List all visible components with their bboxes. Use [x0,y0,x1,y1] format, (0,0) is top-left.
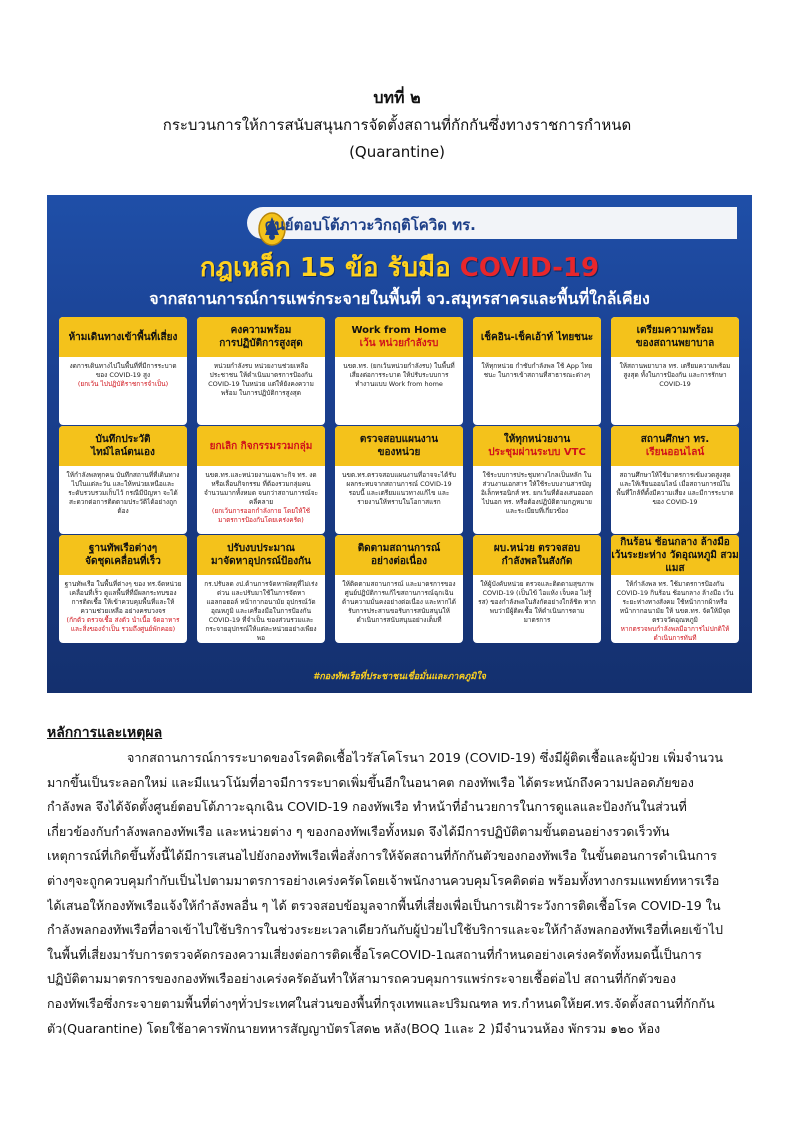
paragraph-line: ตัว(Quarantine) โดยใช้อาคารพักนายทหารสัญญาบัตรโสด๒ หลัง(BOQ 1และ 2 )มีจำนวนห้อง พักรวม ๑๒๐ ห้อง [47,1020,661,1036]
rule-card-title-line: Work from Home [351,325,447,336]
paragraph-line: กำลังพล จึงได้จัดตั้งศูนย์ตอบโต้ภาวะฉุกเฉิน COVID-19 กองทัพเรือ ทำหน้าที่อำนวยการในการดูแลและป้องกันในส่วนที่ [47,799,687,815]
rule-card-text: ให้ผู้บังคับหน่วย ตรวจและติดตามสุขภาพ COVID-19 (เป็นไข้ ไอแห้ง เจ็บคอ ไม่รู้รส) ของกำลังพลในสังกัดอย่างใกล้ชิด หากพบว่ามีผู้ติดเชื้อ ให้ดำเนินการตามมาตรการ [478,580,596,624]
chapter-subtitle: (Quarantine) [349,143,445,161]
rule-card-title-line: การปฏิบัติการสูงสุด [219,338,303,349]
rule-card [473,317,601,425]
rule-card [611,317,739,425]
poster-subtitle: จากสถานการณ์การแพร่กระจายในพื้นที่ จว.สมุทรสาครและพื้นที่ใกล้เคียง [149,289,650,308]
rule-card-body [478,362,596,380]
rule-card [197,535,325,643]
rule-card-title-line: ของหน่วย [377,447,421,458]
section-paragraph [47,746,752,1041]
rule-card [59,317,187,425]
rule-card-text: ฐานทัพเรือ ในพื้นที่ต่างๆ ของ ทร.จัดหน่วยเคลื่อนที่เร็ว ดูแลพื้นที่ที่มีผลกระทบของการติดเชื้อ ให้เข้าควบคุมพื้นที่และให้ความช่วยเหลือ อย่างครบวงจร [64,580,182,615]
rule-card-title-line: บันทึกประวัติ [95,434,151,445]
rule-card-title [197,535,325,575]
rule-card-title-line: เตรียมความพร้อม [636,325,714,336]
rule-card-title [59,535,187,575]
rule-card-title [197,426,325,466]
rule-card-text: ให้กำลังพลทุกคน บันทึกสถานที่ที่เดินทางไปในแต่ละวัน และให้หน่วยเหนือและระดับรวบรวมเก็บไว้ กรณีมีปัญหา จะได้สะดวกต่อการติดตามประวัติได้อย่างถูกต้อง [66,471,180,515]
paragraph-line: กองทัพเรือซึ่งกระจายตามพื้นที่ต่างๆทั่วประเทศในส่วนของพื้นที่กรุงเทพและปริมณฑล ทร.กำหนดให้ยศ.ทร.จัดตั้งสถานที่กักกัน [47,995,715,1011]
rule-card-title-line: ตรวจสอบแผนงาน [359,434,439,445]
rule-card-body [340,362,458,389]
rule-card-title [59,426,187,466]
rule-card-title-line: ให้ทุกหน่วยงาน [503,434,571,445]
rule-card-body [478,471,596,516]
rule-card-body [202,362,320,398]
rule-card-title-line: ไทม์ไลน์ตนเอง [91,447,155,458]
paragraph-line: ต่างๆจะถูกควบคุมกำกับเป็นไปตามมาตรการอย่างเคร่งครัดโดยเจ้าพนักงานควบคุมโรคติดต่อ พร้อมทั้งทางกรมแพทย์ทหารเรือ [47,872,720,888]
rule-card [335,426,463,534]
rule-card-title [473,317,601,357]
poster-main-title [47,247,752,288]
rule-card-body [340,471,458,507]
rule-card-title-line: ประชุมผ่านระบบ VTC [488,447,586,458]
rule-card-title-line: เว้น หน่วยกำลังรบ [359,338,439,349]
rule-card-title [611,317,739,357]
rule-card-title-line: กินร้อน ช้อนกลาง ล้างมือ [620,536,730,548]
rule-card [59,535,187,643]
paragraph-line: เกี่ยวข้องกับกำลังพลกองทัพเรือ และหน่วยต่าง ๆ ของกองทัพเรือทั้งหมด จึงได้มีการปฏิบัติตามขั้นตอนอย่างรวดเร็วทัน [47,823,670,839]
rule-card [59,426,187,534]
rule-card-title [197,317,325,357]
rule-card-title-line: จัดชุดเคลื่อนที่เร็ว [85,556,161,567]
rule-card-title [473,426,601,466]
rule-card-title [335,317,463,357]
rule-card-title-line: เรียนออนไลน์ [645,447,705,458]
rule-card [335,535,463,643]
rule-card-title-line: เว้นระยะห่าง วัดอุณหภูมิ สวมแมส [611,549,739,574]
rule-card [197,317,325,425]
rule-card-text: นขต.ทร. (ยกเว้นหน่วยกำลังรบ) ในพื้นที่เสี่ยงต่อการระบาด ให้ปรับระบบการทำงานแบบ Work from home [343,362,455,388]
rule-card-note: หากตรวจพบกำลังพลมีอาการไม่ปกติให้ดำเนินการทันที [620,625,730,642]
rule-card [611,426,739,534]
rule-card [335,317,463,425]
rule-card-title-line: อย่างต่อเนื่อง [370,556,427,567]
rule-card-body [616,471,734,507]
rule-card-body [478,580,596,625]
rule-card-text: สถานศึกษาให้ใช้มาตรการเข้มงวดสูงสุด และให้เรียนออนไลน์ เมื่อสถานการณ์ในพื้นที่ใกล้ที่ตั้งมีความเสี่ยง และมีการระบาดของ COVID-19 [616,471,734,506]
rule-card-text: กร.ปรับลด งป.ด้านการจัดหาพัสดุที่ไม่เร่งด่วน และปรับมาใช้ในการจัดหาแอลกอฮอล์ หน้ากากอนามัย อุปกรณ์วัดอุณหภูมิ และเครื่องมือในการป้องกัน COVID-19 ที่จำเป็น ของส่วนรวมและกระจายอุปกรณ์ให้แต่ละหน่วยอย่างเพียงพอ [204,580,318,642]
rule-card-text: ให้ทุกหน่วย กำชับกำลังพล ใช้ App ไทยชนะ ในการเข้าสถานที่สาธารณะต่างๆ [481,362,593,379]
banner-text: ศูนย์ตอบโต้ภาวะวิกฤติโควิด ทร. [265,216,476,234]
paragraph-line: ในพื้นที่เสี่ยงมารับการตรวจคัดกรองความเสี่ยงต่อการติดเชื้อโรคCOVID-1ณสถานที่กำหนดอย่างเคร่งครัดทั้งหมดนี้เป็นการ [47,946,702,962]
rule-card [611,535,739,643]
rule-card-text: ให้กำลังพล ทร. ใช้มาตรการป้องกัน COVID-19 กินร้อน ช้อนกลาง ล้างมือ เว้นระยะห่างทางสังคม ใช้หน้ากากผ้าหรือหน้ากากอนามัย ให้ นขต.ทร. จัดให้มีจุดตรวจวัดอุณหภูมิ [616,580,734,624]
rule-card-text: หน่วยกำลังรบ หน่วยงานช่วยเหลือประชาชน ให้ดำเนินมาตรการป้องกัน COVID-19 ในหน่วย แต่ให้ยังคงความพร้อม ในการปฏิบัติการสูงสุด [208,362,314,397]
covid-rules-poster [47,195,752,693]
rule-card-title [473,535,601,575]
rule-card-title-line: ปรับงบประมาณ [227,543,295,554]
rule-card-title-line: กำลังพลในสังกัด [501,556,573,567]
rule-card [473,426,601,534]
rule-card-title-line: เช็คอิน-เช็คเอ้าท์ ไทยชนะ [480,331,594,343]
rule-card-text: นขต.ทร.และหน่วยงานเฉพาะกิจ ทร. งด หรือเลื่อนกิจกรรม ที่ต้องรวมกลุ่มคนจำนวนมากทั้งหมด จนกว่าสถานการณ์จะคลี่คลาย [203,471,319,506]
main-title-covid: COVID-19 [459,253,600,283]
rule-card-title [611,535,739,575]
rule-card-body [64,580,182,634]
rule-card-text: ให้ติดตามสถานการณ์ และมาตรการของศูนย์ปฏิบัติการแก้ไขสถานการณ์ฉุกเฉินด้านความมั่นคงอย่างต่อเนื่อง และหากได้รับการประสานขอรับการสนับสนุนให้ดำเนินการสนับสนุนอย่างเต็มที่ [342,580,456,624]
rule-card-body [616,580,734,643]
rule-card-title-line: ยกเลิก กิจกรรมรวมกลุ่ม [209,440,313,452]
rule-card-body [202,471,320,525]
rule-card-title-line: ฐานทัพเรือต่างๆ [88,543,158,554]
rule-card-title-line: มาจัดหาอุปกรณ์ป้องกัน [211,556,311,567]
rule-card [473,535,601,643]
rule-card-note: (ยกเว้น ไปปฏิบัติราชการจำเป็น) [77,380,169,388]
rule-card-title-line: คงความพร้อม [230,325,292,336]
chapter-heading: บทที่ ๒ [373,88,421,107]
rule-card-text: งดการเดินทางไปในพื้นที่ที่มีการระบาดของ COVID-19 สูง [69,362,177,379]
rule-card [197,426,325,534]
rule-card-title [59,317,187,357]
rule-card-title [335,535,463,575]
rule-card-note: (ยกเว้นการออกกำลังกาย โดยให้ใช้มาตรการป้องกันโดยเคร่งครัด) [211,507,311,524]
rule-card-title-line: สถานศึกษา ทร. [640,434,710,445]
rule-card-title-line: ผบ.หน่วย ตรวจสอบ [493,543,581,554]
rule-card-body [616,362,734,389]
rule-card-note: (กักตัว ตรวจเชื้อ ส่งตัว นำเนื้อ จัดอาหารและสิ่งของจำเป็น รวมถึงศูนย์พักคอย) [66,616,180,633]
paragraph-line: เหตุการณ์ที่เกิดขึ้นทั้งนี้ได้มีการเสนอไปยังกองทัพเรือเพื่อสั่งการให้จัดสถานที่กักกันตัวของกองทัพเรือ ในขั้นตอนการดำเนินการ [47,848,717,864]
section-heading: หลักการและเหตุผล [47,725,163,741]
main-title-thai: กฎเหล็ก 15 ข้อ รับมือ [199,253,460,283]
poster-banner [247,207,737,239]
paragraph-line: มากขึ้นเป็นระลอกใหม่ และมีแนวโน้มที่อาจมีการระบาดเพิ่มขึ้นอีกในอนาคต กองทัพเรือ ได้ตระหนักถึงความปลอดภัยของ [47,774,694,790]
chapter-title: กระบวนการให้การสนับสนุนการจัดตั้งสถานที่กักกันซึ่งทางราชการกำหนด [162,116,632,134]
rule-card-body [202,580,320,643]
paragraph-line: ปฏิบัติตามมาตรการของกองทัพเรืออย่างเคร่งครัดอันทำให้สามารถควบคุมการแพร่กระจายเชื้อต่อไป สถานที่กักตัวของ [47,971,676,987]
rule-card-title-line: ของสถานพยาบาล [635,338,715,349]
rule-card-title [611,426,739,466]
rule-card-title-line: ห้ามเดินทางเข้าพื้นที่เสี่ยง [68,331,178,343]
rule-card-title-line: ติดตามสถานการณ์ [357,543,441,554]
rule-card-text: ให้สถานพยาบาล ทร. เตรียมความพร้อมสูงสุด ทั้งในการป้องกัน และการรักษา COVID-19 [619,362,731,388]
rule-card-body [340,580,458,625]
rule-card-body [64,362,182,389]
paragraph-line: ได้เสนอให้กองทัพเรือแจ้งให้กำลังพลอื่น ๆ ได้ ตรวจสอบข้อมูลจากพื้นที่เสี่ยงเพื่อเป็นการเฝ้าระวังการติดเชื้อโรค COVID-19 ใน [47,897,721,913]
rule-card-text: ใช้ระบบการประชุมทางไกลเป็นหลัก ในส่วนงานเอกสาร ให้ใช้ระบบงานสารบัญอิเล็กทรอนิกส์ ทร. ยกเว้นที่ต้องเสนอออกไปนอก ทร. หรือต้องปฏิบัติตามกฎหมายและระเบียบที่เกี่ยวข้อง [481,471,593,515]
rule-card-title [335,426,463,466]
paragraph-line: จากสถานการณ์การระบาดของโรคติดเชื้อไวรัสโคโรนา 2019 (COVID-19) ซึ่งมีผู้ติดเชื้อและผู้ป่วย เพิ่มจำนวน [127,750,723,765]
paragraph-line: กำลังพลกองทัพเรือที่อาจเข้าไปใช้บริการในช่วงระยะเวลาเดียวกันกับผู้ป่วยไปใช้บริการและจะให้กำลังพลกองทัพเรือที่เคยเข้าไป [47,922,723,938]
rule-card-body [64,471,182,516]
rule-card-text: นขต.ทร.ตรวจสอบแผนงานที่อาจจะได้รับผลกระทบจากสถานการณ์ COVID-19 รอบนี้ และเตรียมแนวทางแก้ไข และรายงานให้ทราบในโอกาสแรก [342,471,456,506]
poster-footer: #กองทัพเรือที่ประชาชนเชื่อมั่นและภาคภูมิใจ [313,672,486,682]
